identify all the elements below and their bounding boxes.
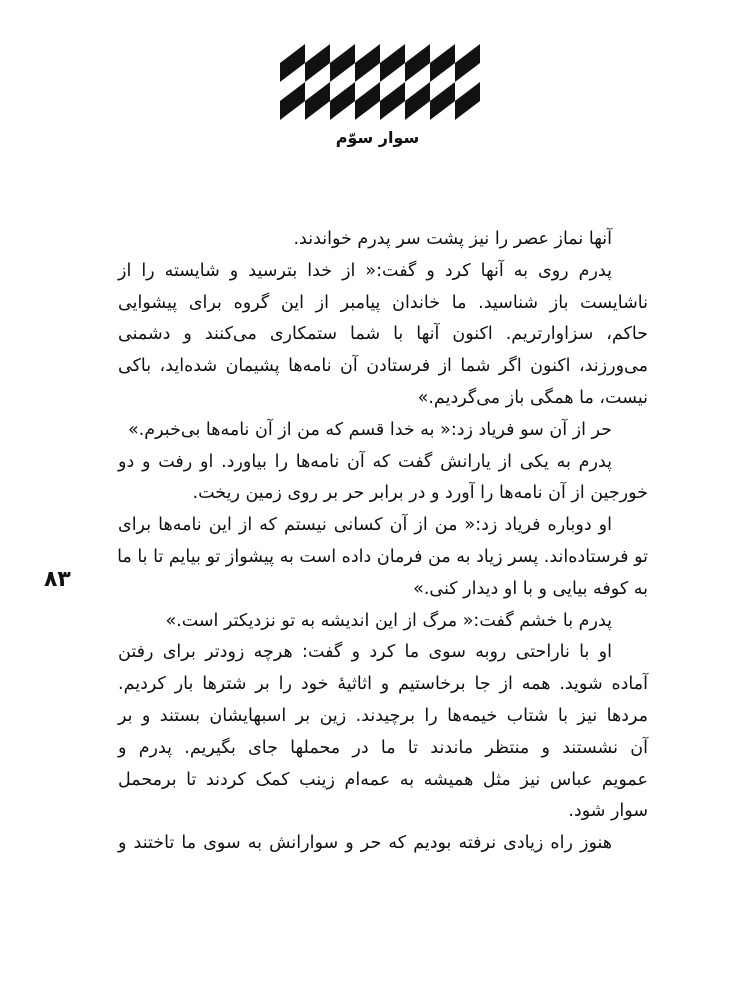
text-line: او دوباره فریاد زد:« من از آن کسانی نیستم که از این نامه‌ها برای xyxy=(118,515,612,536)
text-line: پدرم روی به آنها کرد و گفت:« از خدا بترسید و شایسته را از xyxy=(118,260,612,281)
text-line: ناشایست باز شناسید. ما خاندان پیامبر از این گروه برای پیشوایی xyxy=(118,292,648,313)
chapter-title: سوار سوّم xyxy=(335,128,420,147)
text-line: خورجین از آن نامه‌ها را آورد و در برابر حر بر روی زمین ریخت. xyxy=(192,483,648,504)
text-line: پدرم به یکی از یارانش گفت که آن نامه‌ها را بیاورد. او رفت و دو xyxy=(118,451,612,472)
text-line: هنوز راه زیادی نرفته بودیم که حر و سوارانش به سوی ما تاختند و xyxy=(118,833,612,854)
text-line: عمویم عباس نیز مثل همیشه به عمه‌ام زینب کمک کردند تا برمحمل xyxy=(118,769,648,790)
text-line: سوار شود. xyxy=(568,801,648,822)
text-line: او با ناراحتی روبه سوی ما کرد و گفت: هرچه زودتر برای رفتن xyxy=(118,642,612,663)
body-text xyxy=(118,224,648,860)
chapter-ornament xyxy=(280,44,480,120)
text-line: آنها نماز عصر را نیز پشت سر پدرم خواندند. xyxy=(293,229,612,249)
text-line: تو فرستاده‌اند. پسر زیاد به من فرمان داده است به پیشواز تو بیایم تا با ما xyxy=(117,546,648,567)
text-line: آن نشستند و منتظر ماندند تا ما در محملها جای بگیریم. پدرم و xyxy=(118,737,648,758)
text-line: مردها نیز با شتاب خیمه‌ها را برچیدند. زین بر اسبهایشان بستند و بر xyxy=(118,705,648,726)
page-number: ۸۳ xyxy=(44,567,71,592)
text-line: حر از آن سو فریاد زد:« به خدا قسم که من از آن نامه‌ها بی‌خبرم.» xyxy=(128,419,612,440)
text-line: حاکم، سزاوارتریم. اکنون آنها با شما ستمکاری می‌کنند و دشمنی xyxy=(118,324,648,345)
text-line: پدرم با خشم گفت:« مرگ از این اندیشه به تو نزدیکتر است.» xyxy=(165,610,612,631)
text-line: می‌ورزند، اکنون اگر شما از فرستادن آن نامه‌ها پشیمان شده‌اید، باکی xyxy=(118,356,648,377)
text-line: به کوفه بیایی و با او دیدار کنی.» xyxy=(413,578,648,599)
text-line: آماده شوید. همه از جا برخاستیم و اثاثیهٔ خود را بر شترها بار کردیم. xyxy=(118,674,648,695)
text-line: نیست، ما همگی باز می‌گردیم.» xyxy=(417,387,648,408)
